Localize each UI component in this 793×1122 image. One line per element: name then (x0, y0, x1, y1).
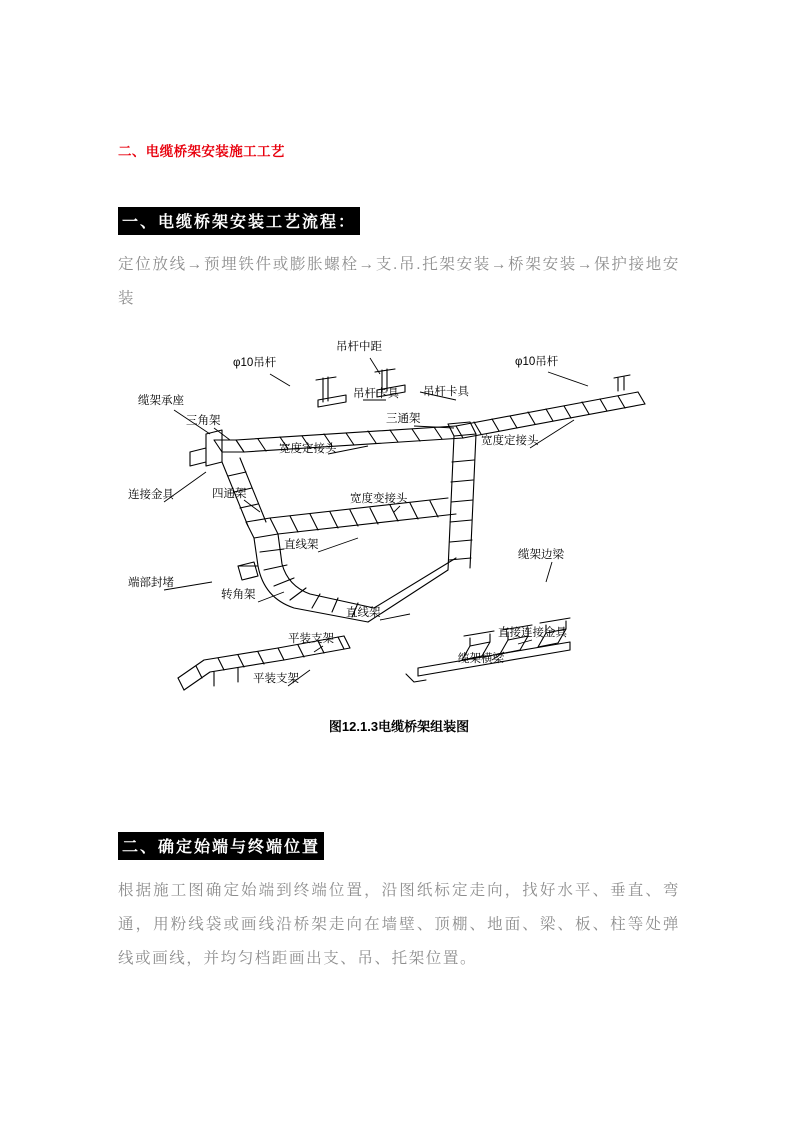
figure-label-flat-support-2: 平装支架 (253, 673, 299, 685)
figure-label-cable-rack-cross-beam: 缆架横梁 (458, 653, 504, 665)
paragraph-installation-flow: 定位放线→预埋铁件或膨胀螺栓→支.吊.托架安装→桥架安装→保护接地安装 (118, 256, 680, 307)
figure-label-end-seal: 端部封堵 (128, 577, 174, 589)
figure-label-hanger-rod-spacing: 吊杆中距 (336, 341, 382, 353)
heading-installation-flow: 一、电缆桥架安装工艺流程： (118, 207, 360, 235)
figure-label-hanger-rod-left: φ10吊杆 (233, 357, 277, 369)
figure-label-rod-clamp-1: 吊杆卡具 (353, 388, 399, 400)
figure-label-straight-connect-fitting: 直接连接金具 (498, 627, 567, 639)
figure-label-cable-rack-side-beam: 缆架边梁 (518, 549, 564, 561)
figure-label-flat-support-1: 平装支架 (288, 633, 334, 645)
figure-label-width-fixed-joint-2: 宽度定接头 (481, 435, 539, 447)
figure-label-triangle-bracket: 三角架 (186, 415, 221, 427)
paragraph-start-end-position: 根据施工图确定始端到终端位置，沿图纸标定走向，找好水平、垂直、弯通，用粉线袋或画线沿桥架走向在墙壁、顶棚、地面、梁、板、柱等处弹线或画线，并均匀档距画出支、吊、托架位置。 (118, 882, 680, 967)
figure-label-tee-bracket: 三通架 (386, 413, 421, 425)
figure-cable-tray-assembly (118, 330, 680, 730)
figure-label-corner-bracket: 转角架 (221, 589, 256, 601)
figure-caption: 图12.1.3电缆桥架组装图 (328, 719, 470, 734)
figure-label-width-fixed-joint-1: 宽度定接头 (279, 443, 337, 455)
figure-label-rod-clamp-2: 吊杆卡具 (423, 386, 469, 398)
heading-start-end-position: 二、确定始端与终端位置 (118, 832, 324, 860)
figure-label-cable-rack-seat: 缆架承座 (138, 395, 184, 407)
section-heading-red: 二、电缆桥架安装施工工艺 (118, 144, 285, 159)
figure-label-connecting-fitting: 连接金具 (128, 489, 174, 501)
figure-label-straight-bracket-2: 直线架 (346, 607, 381, 619)
figure-label-width-change-joint: 宽度变接头 (350, 493, 408, 505)
figure-label-hanger-rod-right: φ10吊杆 (515, 356, 559, 368)
figure-label-cross-bracket: 四通架 (212, 488, 247, 500)
figure-label-straight-bracket-1: 直线架 (284, 539, 319, 551)
